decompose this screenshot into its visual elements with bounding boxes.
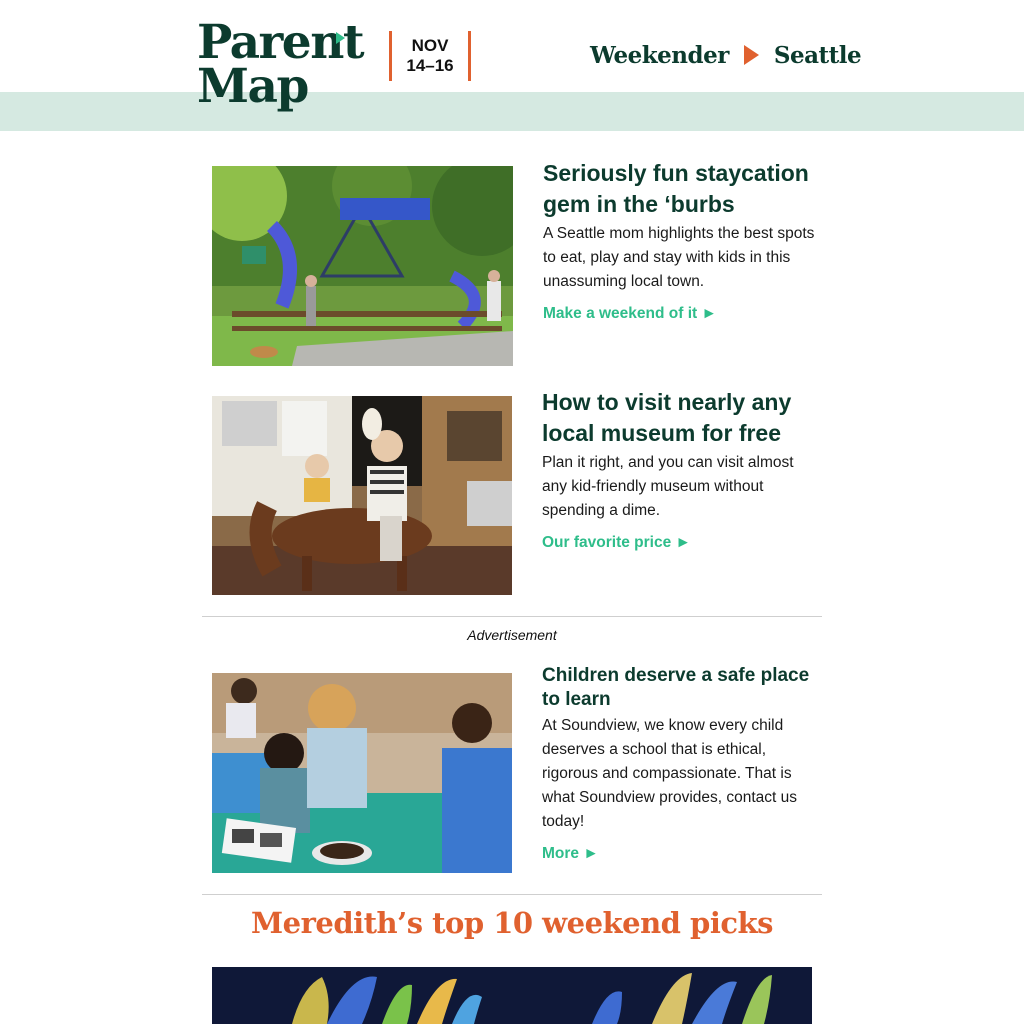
issue-month: NOV bbox=[411, 36, 449, 55]
playground-photo[interactable] bbox=[212, 166, 513, 366]
ad-body bbox=[542, 664, 822, 863]
article-link[interactable]: Make a weekend of it ► bbox=[543, 305, 717, 322]
article-body bbox=[542, 387, 822, 552]
edition-city: Seattle bbox=[773, 41, 862, 69]
picks-heading: Meredith’s top 10 weekend picks bbox=[251, 906, 773, 940]
header bbox=[0, 0, 1024, 131]
article-summary: A Seattle mom highlights the best spots to eat, play and stay with kids in this unassuming local town. bbox=[543, 225, 815, 290]
dragon-lanterns-photo[interactable] bbox=[212, 967, 812, 1024]
museum-horse-photo[interactable] bbox=[212, 396, 512, 595]
article-body bbox=[543, 158, 823, 323]
logo-play-icon bbox=[336, 32, 345, 44]
divider bbox=[202, 894, 822, 895]
logo-line-2: Map bbox=[197, 59, 308, 114]
divider bbox=[202, 616, 822, 617]
article-title[interactable]: How to visit nearly any local museum for free bbox=[542, 389, 792, 446]
edition-name: Weekender bbox=[590, 41, 729, 69]
ad-link[interactable]: More ► bbox=[542, 845, 599, 862]
play-arrow-icon bbox=[744, 45, 759, 65]
classroom-photo[interactable] bbox=[212, 673, 512, 873]
logo-line-1: Parent bbox=[197, 15, 364, 70]
advertisement-label: Advertisement bbox=[467, 627, 557, 643]
article-summary: Plan it right, and you can visit almost any kid-friendly museum without spending a dime. bbox=[542, 454, 794, 519]
article-title[interactable]: Seriously fun staycation gem in the ‘burbs bbox=[543, 160, 809, 217]
header-band bbox=[0, 92, 1024, 131]
ad-title[interactable]: Children deserve a safe place to learn bbox=[542, 665, 810, 710]
issue-date bbox=[389, 31, 471, 81]
parentmap-logo[interactable] bbox=[197, 14, 364, 124]
issue-days: 14–16 bbox=[406, 56, 454, 75]
article-link[interactable]: Our favorite price ► bbox=[542, 534, 691, 551]
edition-label bbox=[590, 38, 861, 72]
ad-summary: At Soundview, we know every child deserves a school that is ethical, rigorous and compassionate. That is what Soundview provides, contact us today! bbox=[542, 717, 798, 830]
